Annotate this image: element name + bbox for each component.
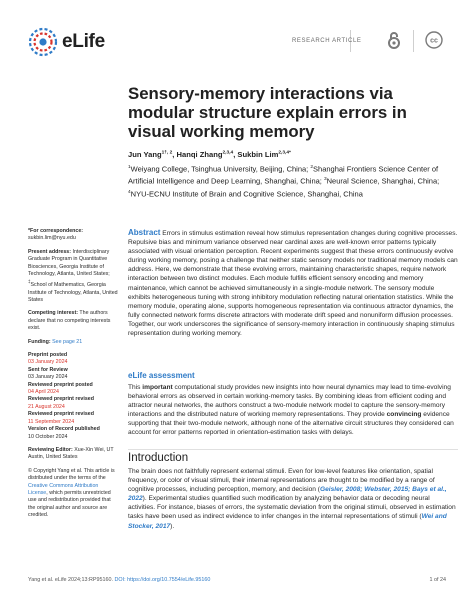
author-name[interactable]: Sukbin Lim: [237, 150, 279, 159]
intro-text-part: ).: [170, 522, 175, 530]
introduction-text: [128, 467, 458, 531]
affil-text: NYU-ECNU Institute of Brain and Cognitive Science, Shanghai, China: [130, 189, 363, 199]
page-number: 1 of 24: [429, 577, 446, 583]
abstract-heading: Abstract: [128, 228, 161, 237]
doi-link[interactable]: DOI: https://doi.org/10.7554/eLife.95160: [114, 577, 211, 583]
license-link[interactable]: Creative Commons Attribution License: [28, 482, 99, 496]
author-name[interactable]: Hanqi Zhang: [176, 150, 223, 159]
funding-link[interactable]: See page 21: [52, 338, 83, 345]
history-date: 04 April 2024: [28, 389, 59, 396]
affiliations: [128, 163, 458, 200]
page-footer: [28, 577, 446, 583]
competing-interest-label: Competing interest:: [28, 310, 79, 317]
abstract: [128, 228, 458, 338]
reviewing-editor-text: Xue-Xin Wei, UT Austin, United States: [28, 446, 114, 461]
copyright-notice: [28, 468, 118, 520]
competing-interest-text: The authors declare that no competing interests exist.: [28, 310, 111, 332]
article-title: Sensory-memory interactions via modular structure explain errors in visual working memory: [128, 84, 407, 141]
history-date: 21 August 2024: [28, 403, 65, 410]
history-label: Preprint posted: [28, 352, 68, 359]
author-name[interactable]: Jun Yang: [128, 150, 162, 159]
intro-text-part: ). Experimental studies quantified such modification by analyzing behavior data or decoding neural activities. For instance, biases of errors, the systematic deviation from the original stimuli, observed in estimation tasks have been used as indirect evidence to infer changes in the internal representations of stimuli (: [128, 495, 456, 521]
assessment-text-part: evidence supporting that their two-module network, although none of the alternative circuit structures they considered can account for error patterns reported in orientation-estimation tasks with delays.: [128, 411, 454, 437]
correspondence-email[interactable]: sukbin.lim@nyu.edu: [28, 235, 76, 242]
citation-link[interactable]: Wei and Stocker, 2017: [128, 513, 447, 530]
history-label: Reviewed preprint revised: [28, 396, 94, 403]
header-divider: [413, 30, 414, 52]
reviewing-editor-label: Reviewing Editor:: [28, 446, 73, 453]
affil-text: Neural Science, Shanghai, China;: [326, 176, 440, 186]
elife-logo-mark-icon: [28, 27, 58, 57]
affil-sup: 1: [128, 165, 131, 170]
history-label: Sent for Review: [28, 366, 68, 373]
history-date: 11 September 2024: [28, 418, 75, 425]
author-sep: ,: [233, 150, 238, 159]
article-sidebar: [28, 228, 118, 526]
affil-text: Shanghai Frontiers Science Center of Artificial Intelligence and Deep Learning, Shanghai, China;: [128, 164, 439, 186]
creative-commons-icon: [425, 31, 443, 49]
history-label: Reviewed preprint revised: [28, 411, 94, 418]
abstract-text: Errors in stimulus estimation reveal how stimulus representation changes during cognitive processes. Repulsive bias and minimum variance observed near cardinal axes are well-known error patterns typically associated with visual orientation perception. Recent experiments suggest that these errors continuously evolve during working memory, posing a challenge that neither static sensory models nor traditional memory models can address. Here, we demonstrate that these evolving errors, maintaining characteristic shapes, require network interaction between two distinct modules. Each module fulfills efficient sensory encoding and memory maintenance, which cannot be achieved simultaneously in a single-module network. The sensory module exhibits heterogeneous tuning with strong inhibitory modulation reflecting natural orientation statistics. While the memory module, operating alone, supports homogeneous representation via continuous attractor dynamics, the fully connected network forms discrete attractors with moderate drift speed and nonuniform diffusion processes. Together, our work underscores the significance of sensory-memory interaction in continuously shaping stimulus representation during working memory.: [128, 230, 458, 338]
history-label: Version of Record published: [28, 426, 100, 433]
citation-link[interactable]: Geisler, 2008; Webster, 2015; Bays et al., 2022: [128, 486, 447, 503]
assessment-text-part: computational study provides new insights into how neural dynamics may lead to time-evolving behavioral errors as observed in certain working-memory tasks. By combining ideas from efficient coding and attractor neural networks, the authors construct a two-module network model to capture the sensory-memory interactions and the distributed nature of working memory representations. They provide: [128, 384, 451, 419]
affil-sup: 3: [323, 177, 327, 183]
elife-logo[interactable]: [28, 24, 148, 60]
footer-citation: Yang et al. eLife 2024;13:RP95160.: [28, 577, 115, 583]
affil-sup: 2: [310, 165, 314, 170]
history-date: 03 January 2024: [28, 359, 68, 366]
present-address-text-2: School of Mathematics, Georgia Institute of Technology, Atlanta, United States: [28, 282, 118, 304]
assessment-text: [128, 383, 458, 438]
correspondence-label: *For correspondence:: [28, 228, 84, 234]
assessment-heading: eLife assessment: [128, 371, 195, 380]
history-label: Reviewed preprint posted: [28, 381, 93, 388]
section-divider: [128, 449, 458, 450]
article-type-label: RESEARCH ARTICLE: [292, 38, 362, 44]
history-date: 03 January 2024: [28, 374, 68, 381]
affil-text: Weiyang College, Tsinghua University, Beijing, China;: [130, 164, 311, 174]
assessment-term-important: important: [142, 384, 173, 391]
affil-sup: 4: [128, 189, 131, 195]
svg-text:cc: cc: [430, 37, 438, 45]
brand-name: eLife: [62, 31, 105, 52]
license-text: , which permits unrestricted use and redistribution provided that the original author and source are credited.: [28, 489, 111, 519]
copyright-text: © Copyright Yang et al. This article is distributed under the terms of the: [28, 467, 115, 482]
funding-label: Funding:: [28, 338, 51, 345]
present-address-sup: ‡: [28, 279, 31, 285]
author-sep: ,: [172, 150, 177, 159]
author-list: [128, 150, 458, 159]
publication-history: [28, 352, 118, 441]
history-date: 10 October 2024: [28, 433, 68, 440]
present-address-text: Interdisciplinary Graduate Program in Quantitative Biosciences, Georgia Institute of Technology, Atlanta, United States;: [28, 248, 110, 278]
author-affil-sup: 2,3,4*: [278, 150, 291, 156]
open-access-icon: [384, 30, 404, 50]
author-affil-sup: 2,3,4: [222, 150, 234, 156]
assessment-text-part: This: [128, 384, 143, 391]
author-affil-sup: 1†, 2: [161, 150, 173, 156]
introduction-heading: Introduction: [128, 452, 189, 464]
present-address-label: Present address:: [28, 248, 71, 255]
assessment-term-convincing: convincing: [386, 411, 422, 419]
intro-text-part: The brain does not faithfully represent external stimuli. Even for low-level features like orientation, spatial frequency, or color of visual stimuli, their internal representations are thought to be modified by a range of cognitive processes, including perception, memory, and decision (: [128, 468, 435, 494]
